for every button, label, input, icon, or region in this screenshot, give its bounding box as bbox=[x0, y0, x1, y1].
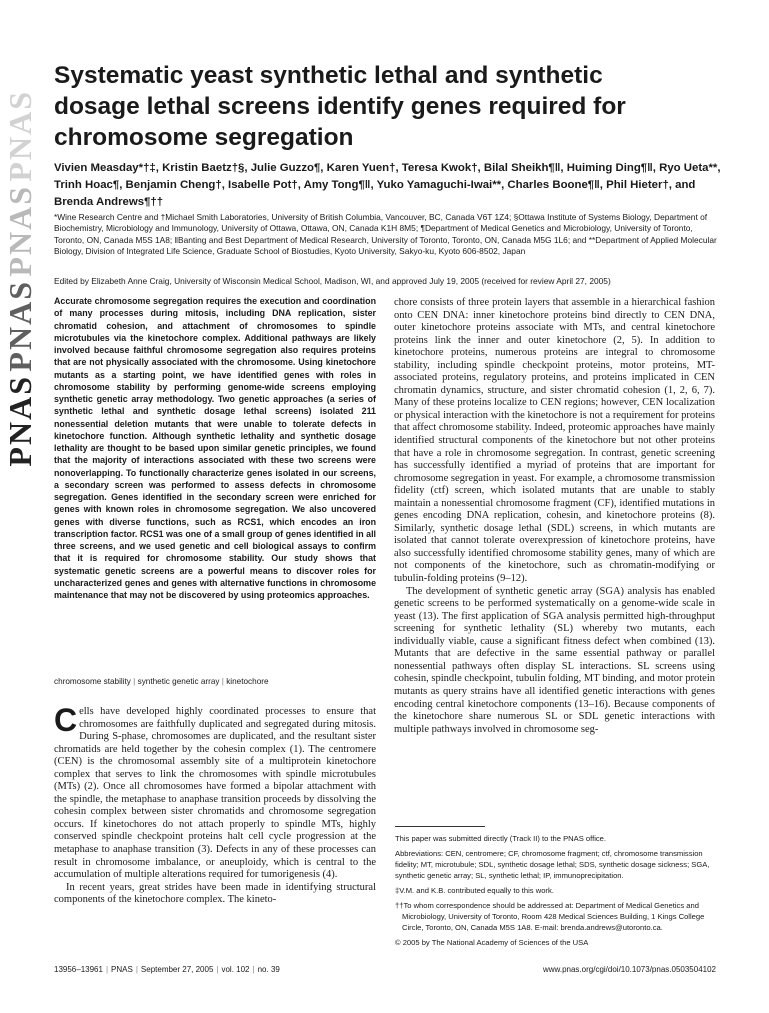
footer-volume: vol. 102 bbox=[221, 965, 250, 974]
article-title: Systematic yeast synthetic lethal and synthetic dosage lethal screens identify genes required for chromosome segregation bbox=[54, 62, 626, 151]
footnote-copyright: © 2005 by The National Academy of Sciences of the USA bbox=[395, 938, 589, 947]
footnote-equal-contribution: ‡V.M. and K.B. contributed equally to this work. bbox=[395, 886, 554, 895]
footnote-correspondence: ††To whom correspondence should be addressed at: Department of Medical Genetics and Microbiology, University of Toronto, Room 428 Medical Sciences Building, 1 Kings College Circle, Toronto, ON, Canada M5S 1A8. E-mail: brenda.andrews@utoronto.ca. bbox=[395, 901, 705, 932]
footer-citation: 13956–13961 | PNAS | September 27, 2005 | vol. 102 | no. 39 bbox=[54, 965, 280, 974]
footnote-abbreviations: Abbreviations: CEN, centromere; CF, chromosome fragment; ctf, chromosome transmission fidelity; MT, microtubule; SDL, synthetic dosage lethal; SDS, synthetic dosage sickness; SGA, synthetic genetic array; SL, synthetic lethal; IP, immunoprecipitation. bbox=[395, 849, 710, 880]
pnas-mark: PNAS bbox=[2, 375, 38, 467]
pnas-mark: PNAS bbox=[2, 280, 38, 372]
abstract: Accurate chromosome segregation requires the execution and coordination of many processes during mitosis, including DNA replication, sister chromatid cohesion, and attachment of chromosomes to spindle microtubules via the kinetochore complex. Additional pathways are likely involved because faithful chromosome segregation also requires proteins that are not physically associated with the chromosome. Using kinetochore mutants as a starting point, we have identified genes with roles in chromosome stability by performing genome-wide screens employing synthetic genetic array methodology. Two genetic approaches (a series of synthetic lethal and synthetic dosage lethal screens) isolated 211 nonessential deletion mutants that were unable to tolerate defects in kinetochore function. Although synthetic lethality and synthetic dosage lethality are thought to be based upon similar genetic principles, we found that the majority of interactions associated with these two screens were nonoverlapping. To functionally characterize genes isolated in our screens, a secondary screen was performed to assess defects in chromosome segregation. Genes identified in the secondary screen were enriched for genes with known roles in chromosome segregation. We also uncovered genes with diverse functions, such as RCS1, which encodes an iron transcription factor. RCS1 was one of a small group of genes identified in all three screens, and we used genetic and cell biological assays to confirm that it is required for chromosome stability. Our study shows that systematic genetic screens are a powerful means to discover roles for uncharacterized genes and genes with alternative functions in chromosome maintenance that may not be discovered by using proteomics approaches. bbox=[54, 296, 376, 600]
keyword: kinetochore bbox=[226, 677, 269, 686]
footer-doi-link[interactable]: www.pnas.org/cgi/doi/10.1073/pnas.0503504102 bbox=[542, 965, 716, 974]
intro-paragraph-2: In recent years, great strides have been made in identifying structural components of the kinetochore complex. The kineto- bbox=[54, 881, 376, 906]
footer-date: September 27, 2005 bbox=[140, 965, 214, 974]
footnote-submitted: This paper was submitted directly (Track II) to the PNAS office. bbox=[395, 834, 607, 843]
drop-cap: C bbox=[54, 702, 78, 738]
body-paragraph-2: The development of synthetic genetic array (SGA) analysis has enabled genetic screens to be performed systematically on a genome-wide scale in yeast (13). The first application of SGA analysis permitted high-throughput screening for synthetic lethality (SL) whereby two mutants, each individually viable, cause a significant fitness defect when combined (13). Mutants that are defective in the same essential pathway or parallel nonessential pathways often display SL interactions. SL screens using cohesin, spindle checkpoint, tubulin folding, MT binding, and motor protein mutants as query strains have all identified genetic interactions with genes encoding central kinetochore components (13–16). Because components of the kinetochore share numerous SL or SDL genetic interactions with multiple pathways involved in chromosome seg- bbox=[394, 585, 715, 735]
footer-pages: 13956–13961 bbox=[54, 965, 103, 974]
page-footer bbox=[54, 964, 716, 978]
affiliations: *Wine Research Centre and †Michael Smith Laboratories, University of British Columbia, Vancouver, BC, Canada V6T 1Z4; §Ottawa Institute of Systems Biology, Department of Biochemistry, Microbiology and Immunology, University of Ottawa, Ottawa, ON, Canada K1H 8M5; ¶Department of Medical Genetics and Microbiology, University of Toronto, Toronto, ON, Canada M5S 1A8; ‖Banting and Best Department of Medical Research, University of Toronto, Toronto, ON, Canada M5G 1L6; and **Department of Applied Molecular Biology, Division of Integrated Life Science, Graduate School of Biostudies, Kyoto University, Sakyo-ku, Kyoto 606-8502, Japan bbox=[54, 212, 717, 257]
footer-issue: no. 39 bbox=[257, 965, 280, 974]
body-right-column bbox=[394, 297, 715, 736]
keyword: chromosome stability bbox=[54, 677, 131, 686]
edited-by-line: Edited by Elizabeth Anne Craig, University of Wisconsin Medical School, Madison, WI, and approved July 19, 2005 (received for review April 27, 2005) bbox=[54, 276, 611, 286]
introduction-left-column bbox=[54, 702, 376, 907]
author-list: Vivien Measday*†‡, Kristin Baetz†§, Julie Guzzo¶, Karen Yuen†, Teresa Kwok†, Bilal Sheikh¶‖, Huiming Ding¶‖, Ryo Ueta**, Trinh Hoac¶, Benjamin Cheng†, Isabelle Pot†, Amy Tong¶‖, Yuko Yamaguchi-Iwai**, Charles Boone¶‖, Phil Hieter†, and Brenda Andrews¶†† bbox=[54, 162, 721, 208]
footnotes bbox=[395, 833, 717, 952]
footnote-divider bbox=[395, 826, 485, 827]
keyword: synthetic genetic array bbox=[137, 677, 220, 686]
pnas-mark: PNAS bbox=[2, 90, 38, 182]
keywords: chromosome stability | synthetic genetic array | kinetochore bbox=[54, 677, 269, 686]
intro-paragraph-1: ells have developed highly coordinated processes to ensure that chromosomes are faithfully duplicated and segregated during mitosis. During S-phase, chromosomes are duplicated, and the resultant sister chromatids are held together by the cohesin complex (1). The centromere (CEN) is the chromosomal assembly site of a multiprotein kinetochore complex that serves to link the chromosomes with spindle microtubules (MTs) (2). Once all chromosomes have formed a bipolar attachment with the spindle, the metaphase to anaphase transition proceeds by dissolving the cohesin complex between sister chromatids and chromosome segregation occurs. If kinetochores do not attach properly to spindle MTs, highly conserved spindle checkpoint proteins halt cell cycle progression at the metaphase to anaphase transition (3). Defects in any of these processes can result in chromosome imbalance, or aneuploidy, which is central to the accumulation of multiple alterations required for tumorigenesis (4). bbox=[54, 706, 376, 881]
footer-journal: PNAS bbox=[111, 965, 133, 974]
body-paragraph-1: chore consists of three protein layers that assemble in a hierarchical fashion onto CEN DNA: inner kinetochore proteins bind directly to CEN DNA, outer kinetochore proteins associate with MTs, and central kinetochore proteins link the inner and outer kinetochore (2, 5). In addition to kinetochore proteins, numerous proteins are integral to chromosome stability, including spindle checkpoint proteins, motor proteins, MT-associated proteins, regulatory proteins, and proteins implicated in CEN chromatin dynamics, structure, and sister chromatid cohesion (1, 2, 6, 7). Many of these proteins localize to CEN regions; however, CEN localization or physical interaction with the kinetochore is not a requirement for proteins that affect chromosome stability. Indeed, proteomic approaches have mainly identified structural components of the kinetochore but not other proteins that have a role in chromosome segregation. In contrast, genetic screening has successfully identified a myriad of proteins that are important for chromosome segregation in yeast. For example, a chromosome transmission fidelity (ctf) screen, which isolated mutants that are unable to stably maintain a nonessential chromosome fragment (CF), identified mutations in genes encoding DNA replication, cohesin, and kinetochore proteins (8). Similarly, synthetic dosage lethal (SDL) screens, in which mutants are isolated that cannot tolerate overexpression of kinetochore proteins, have also successfully identified chromosome stability genes, many of which are not components of the kinetochore, such as chromatin-modifying or tubulin-folding proteins (9–12). bbox=[394, 297, 715, 585]
pnas-sidebar-logo bbox=[2, 90, 38, 467]
pnas-mark: PNAS bbox=[2, 185, 38, 277]
